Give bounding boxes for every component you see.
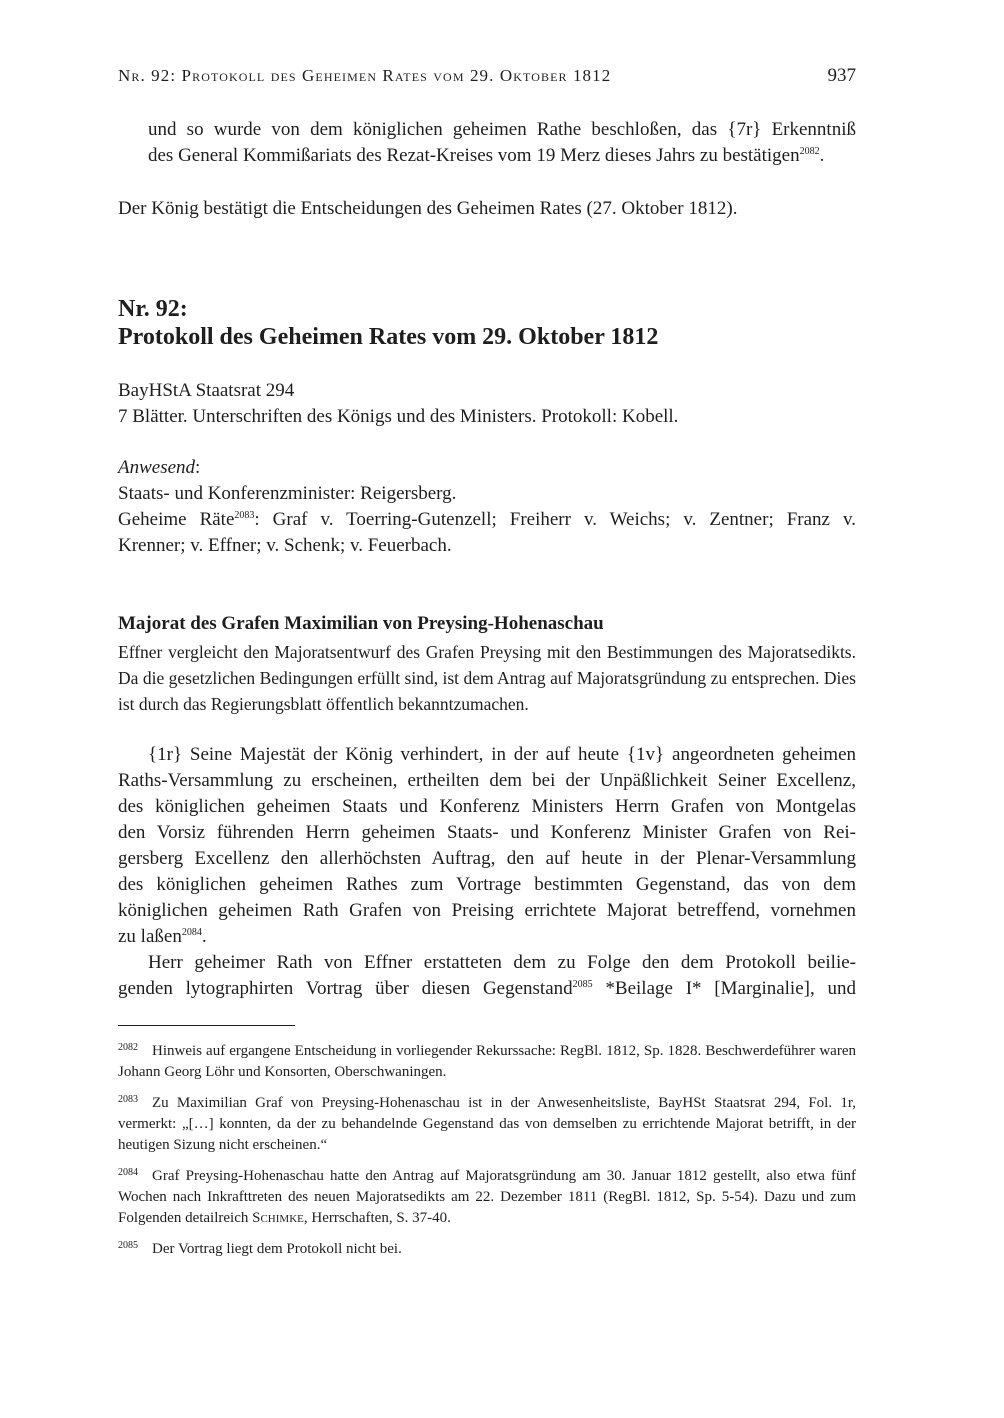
main-p2-line-2 xyxy=(118,976,856,1002)
main-p1-last-text: zu laßen xyxy=(118,926,182,947)
main-p2-line-2-b: *Beilage I* [Marginalie], und xyxy=(592,978,856,999)
footnote-2083 xyxy=(118,1089,856,1156)
footnote-2084 xyxy=(118,1162,856,1229)
main-p1-last-line xyxy=(118,924,856,950)
main-p1-line: {1r} Seine Majestät der König verhindert, in der auf heute {1v} angeordneten geheimen xyxy=(148,744,856,765)
footnote-text: Hinweis auf ergangene Entscheidung in vorliegender Rekurssache: RegBl. 1812, Sp. 1828. Beschwerdeführer waren Johann Georg Löhr und Konsorten, Oberschwaningen. xyxy=(118,1043,856,1080)
main-p1-line: den Vorsiz führenden Herrn geheimen Staats- und Konferenz Minister Grafen von Rei- xyxy=(118,822,856,843)
heading-title: Protokoll des Geheimen Rates vom 29. Oktober 1812 xyxy=(118,324,659,350)
footnote-text: Der Vortrag liegt dem Protokoll nicht bei. xyxy=(152,1241,402,1257)
running-head: Nr. 92: Protokoll des Geheimen Rates vom 29. Oktober 1812 xyxy=(118,66,612,85)
councils-prefix: Geheime Räte xyxy=(118,509,235,530)
continuation-line-2-text: des General Kommißariats des Rezat-Kreises vom 19 Merz dieses Jahrs zu bestätigen xyxy=(148,145,800,166)
heading-number: Nr. 92: xyxy=(118,296,188,322)
main-paragraph-1 xyxy=(118,742,856,950)
section-summary: Effner vergleicht den Majoratsentwurf des Grafen Preysing mit den Bestimmungen des Majoratsedikts. Da die gesetzlichen Bedingungen erfüllt sind, ist dem Antrag auf Majoratsgründung zu entsprechen. Dies ist durch das Regierungsblatt öffentlich bekanntzumachen. xyxy=(118,642,856,714)
attendance-label-line xyxy=(118,455,856,481)
page-number: 937 xyxy=(827,65,856,86)
attendance-councils-line-2: Krenner; v. Effner; v. Schenk; v. Feuerbach. xyxy=(118,535,452,556)
footnote-ref-2084[interactable]: 2084 xyxy=(181,927,202,938)
footnote-text: Zu Maximilian Graf von Preysing-Hohenaschau ist in der Anwesenheitsliste, BayHSt Staatsrat 294, Fol. 1r, vermerkt: „[…] konnten, da der zu behandelnde Gegenstand das von demselben zu errichtende Majorat betrifft, in der heutigen Sizung nicht erscheinen.“ xyxy=(118,1095,856,1153)
footnote-number: 2083 xyxy=(118,1094,138,1105)
attendance-block xyxy=(118,455,856,559)
main-text xyxy=(118,742,856,1002)
footnote-ref-2082[interactable]: 2082 xyxy=(799,146,820,157)
footnote-author: Schimke xyxy=(252,1210,304,1226)
continuation-paragraph xyxy=(148,117,856,169)
king-confirmation: Der König bestätigt die Entscheidungen des Geheimen Rates (27. Oktober 1812). xyxy=(118,198,738,219)
source-block xyxy=(118,378,856,430)
footnote-2085 xyxy=(118,1235,856,1260)
continuation-line-2 xyxy=(148,143,856,169)
archive-reference: BayHStA Staatsrat 294 xyxy=(118,380,295,401)
footnote-number: 2085 xyxy=(118,1240,138,1251)
main-p1-line: gersberg Excellenz den allerhöchsten Auftrag, den auf heute in der Plenar-Versammlung xyxy=(118,848,856,869)
document-heading xyxy=(118,295,856,351)
attendance-minister: Staats- und Konferenzminister: Reigersberg. xyxy=(118,483,457,504)
footnote-number: 2084 xyxy=(118,1167,138,1178)
attendance-label-colon: : xyxy=(195,457,201,478)
footnote-ref-2083[interactable]: 2083 xyxy=(234,510,255,521)
attendance-label: Anwesend xyxy=(118,457,196,478)
footnote-text-end: , Herrschaften, S. 37-40. xyxy=(303,1210,451,1226)
main-p1-line: des königlichen geheimen Rathes zum Vortrage bestimmten Gegenstand, das von dem xyxy=(118,874,856,895)
attendance-councils-line-1 xyxy=(118,507,856,533)
footnotes xyxy=(118,1037,856,1266)
footnote-number: 2082 xyxy=(118,1042,138,1053)
main-p2-line-2-a: genden lytographirten Vortrag über diesen Gegenstand xyxy=(118,978,573,999)
continuation-line-2-end: . xyxy=(819,145,825,166)
footnote-2082 xyxy=(118,1037,856,1083)
footnote-ref-2085[interactable]: 2085 xyxy=(572,979,593,990)
main-paragraph-2 xyxy=(118,950,856,1002)
continuation-line-1: und so wurde von dem königlichen geheimen Rathe beschloßen, das {7r} Erkenntniß xyxy=(148,119,856,140)
main-p2-line-1: Herr geheimer Rath von Effner erstatteten dem zu Folge den dem Protokoll beilie- xyxy=(148,952,856,973)
main-p1-line: des königlichen geheimen Staats und Konferenz Ministers Herrn Grafen von Montgelas xyxy=(118,796,856,817)
main-p1-line: Raths-Versammlung zu erscheinen, ertheilten dem bei der Unpäßlichkeit Seiner Excellenz, xyxy=(118,770,856,791)
main-p1-line: königlichen geheimen Rath Grafen von Preising errichtete Majorat betreffend, vornehmen xyxy=(118,900,856,921)
councils-list-1: : Graf v. Toerring-Gutenzell; Freiherr v. Weichs; v. Zentner; Franz v. xyxy=(254,509,856,530)
source-description: 7 Blätter. Unterschriften des Königs und des Ministers. Protokoll: Kobell. xyxy=(118,406,679,427)
footnote-text: Graf Preysing-Hohenaschau hatte den Antrag auf Majoratsgründung am 30. Januar 1812 gestellt, also etwa fünf Wochen nach Inkrafttreten des neuen Majoratsedikts am 22. Dezember 1811 (RegBl. 1812, Sp. 5-54). Dazu und zum Folgenden detailreich xyxy=(118,1168,856,1226)
footnote-divider xyxy=(118,1025,295,1026)
section-heading: Majorat des Grafen Maximilian von Preysing-Hohenaschau xyxy=(118,613,604,634)
main-p1-end: . xyxy=(201,926,207,947)
